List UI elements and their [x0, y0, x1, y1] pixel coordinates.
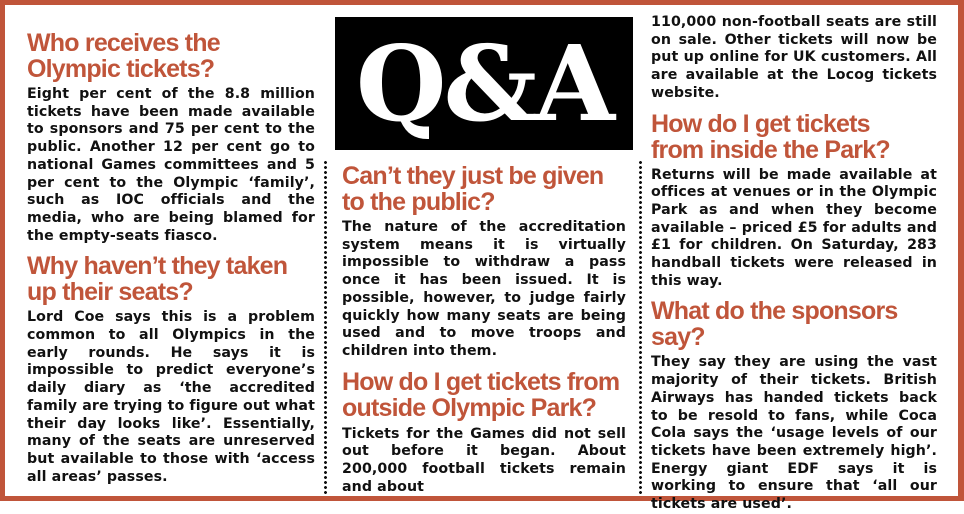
qa-title: Q&A	[355, 22, 613, 145]
question-heading: Can’t they just be given to the public?	[342, 162, 604, 216]
qa-section	[342, 163, 626, 361]
qa-section	[651, 111, 937, 291]
question-heading: How do I get tickets from inside the Park?	[651, 109, 890, 164]
column-1	[27, 30, 315, 486]
column-2	[342, 163, 626, 496]
question-heading: What do the sponsors say?	[651, 297, 898, 352]
dotted-separator	[324, 160, 327, 494]
qa-section	[651, 298, 937, 513]
answer-text: The nature of the accreditation system means it is virtually impossible to withdraw a pass once it has been issued. It is possible, however, to judge fairly quickly how many seats are being used and to move troops and children into them.	[342, 219, 626, 359]
qa-section	[342, 369, 626, 497]
qa-masthead	[335, 17, 633, 150]
question-heading: Who receives the Olympic tickets?	[27, 29, 220, 83]
answer-text: Returns will be made available at offices at venues or in the Olympic Park as and when they become available – priced £5 for adults and £1 for children. On Saturday, 283 handball tickets were released in this way.	[651, 166, 937, 289]
question-heading: How do I get tickets from outside Olympic Park?	[342, 367, 620, 422]
answer-text-continued: 110,000 non-football seats are still on sale. Other tickets will now be put up online for UK customers. All are available at the Locog tickets website.	[651, 14, 937, 101]
column-3	[651, 14, 937, 514]
answer-text: Tickets for the Games did not sell out before it began. About 200,000 football tickets remain and about	[342, 425, 626, 495]
answer-text: Eight per cent of the 8.8 million tickets have been made available to sponsors and 75 per cent to the public. Another 12 per cent go to national Games committees and 5 per cent to the Olympic ‘family’, such as IOC officials and the media, who are being blamed for the empty-seats fiasco.	[27, 86, 315, 244]
dotted-separator	[639, 160, 642, 494]
qa-section	[27, 30, 315, 245]
question-heading: Why haven’t they taken up their seats?	[27, 252, 288, 307]
answer-text: Lord Coe says this is a problem common to all Olympics in the early rounds. He says it is impossible to predict everyone’s daily diary as ‘the accredited family are trying to figure out what their day looks like’. Essentially, many of the seats are unreserved but available to those with ‘access all areas’ passes.	[27, 309, 315, 485]
answer-text: They say they are using the vast majority of their tickets. British Airways has handed tickets back to be resold to fans, while Coca Cola says the ‘usage levels of our tickets have been extremely high’. Energy giant EDF says it is working to ensure that ‘all our tickets are used’.	[651, 354, 937, 513]
qa-section	[27, 253, 315, 486]
